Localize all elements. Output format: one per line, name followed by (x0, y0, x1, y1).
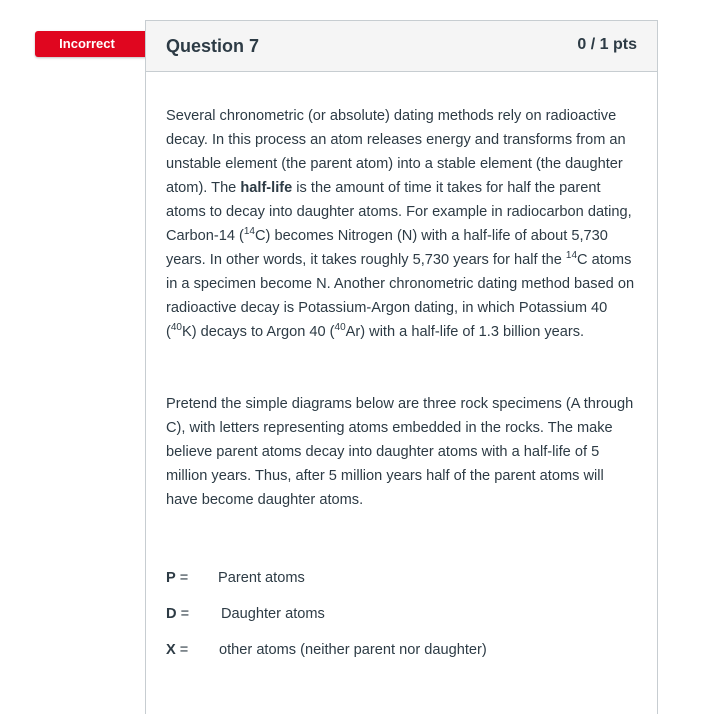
legend-equals: = (175, 570, 189, 586)
legend-description: Daughter atoms (221, 606, 325, 622)
para-text: Ar) with a half-life of 1.3 billion years. (345, 324, 585, 340)
question-title: Question 7 (166, 36, 260, 56)
legend-description: other atoms (neither parent nor daughter) (219, 642, 487, 658)
half-life-term: half-life (240, 180, 293, 196)
question-header (146, 21, 657, 72)
atom-legend (166, 560, 637, 668)
para-text: C atoms in a specimen become N. Another chronometric dating method based on radioactive decay is Potassium-Argon dating, in which Potassium 40 ( (166, 252, 635, 340)
legend-equals: = (175, 642, 189, 658)
incorrect-badge: Incorrect (35, 31, 147, 57)
scenario-paragraph: Pretend the simple diagrams below are three rock specimens (A through C), with letters representing atoms embedded in the rocks. The make believe parent atoms decay into daughter atoms with a half-life of 5 million years. Thus, after 5 million years half of the parent atoms will have become daughter atoms. (166, 396, 634, 508)
legend-row-parent (166, 560, 637, 596)
legend-letter: D (166, 606, 177, 622)
para-text: C) becomes Nitrogen (N) with a half-life of about 5,730 years. In other words, it takes roughly 5,730 years for half the (166, 228, 608, 268)
question-body (146, 72, 657, 668)
para-text: is the amount of time it takes for half the parent atoms to decay into daughter atoms. For example in radiocarbon dating, Carbon-14 ( (166, 180, 632, 244)
legend-equals: = (176, 606, 190, 622)
legend-letter: X (166, 642, 176, 658)
intro-paragraph (166, 104, 637, 344)
para-text: K) decays to Argon 40 ( (182, 324, 335, 340)
legend-letter: P (166, 570, 176, 586)
superscript: 14 (243, 226, 255, 237)
legend-description: Parent atoms (218, 570, 305, 586)
superscript: 14 (565, 250, 578, 261)
superscript: 40 (334, 322, 346, 333)
legend-row-other (166, 632, 637, 668)
superscript: 40 (170, 322, 182, 333)
question-points: 0 / 1 pts (577, 36, 637, 53)
question-card (145, 20, 658, 714)
para-text: Several chronometric (or absolute) dating methods rely on radioactive decay. In this process an atom releases energy and transforms from an unstable element (the parent atom) into a stable element (the daughter atom). The (166, 108, 626, 196)
legend-row-daughter (166, 596, 637, 632)
